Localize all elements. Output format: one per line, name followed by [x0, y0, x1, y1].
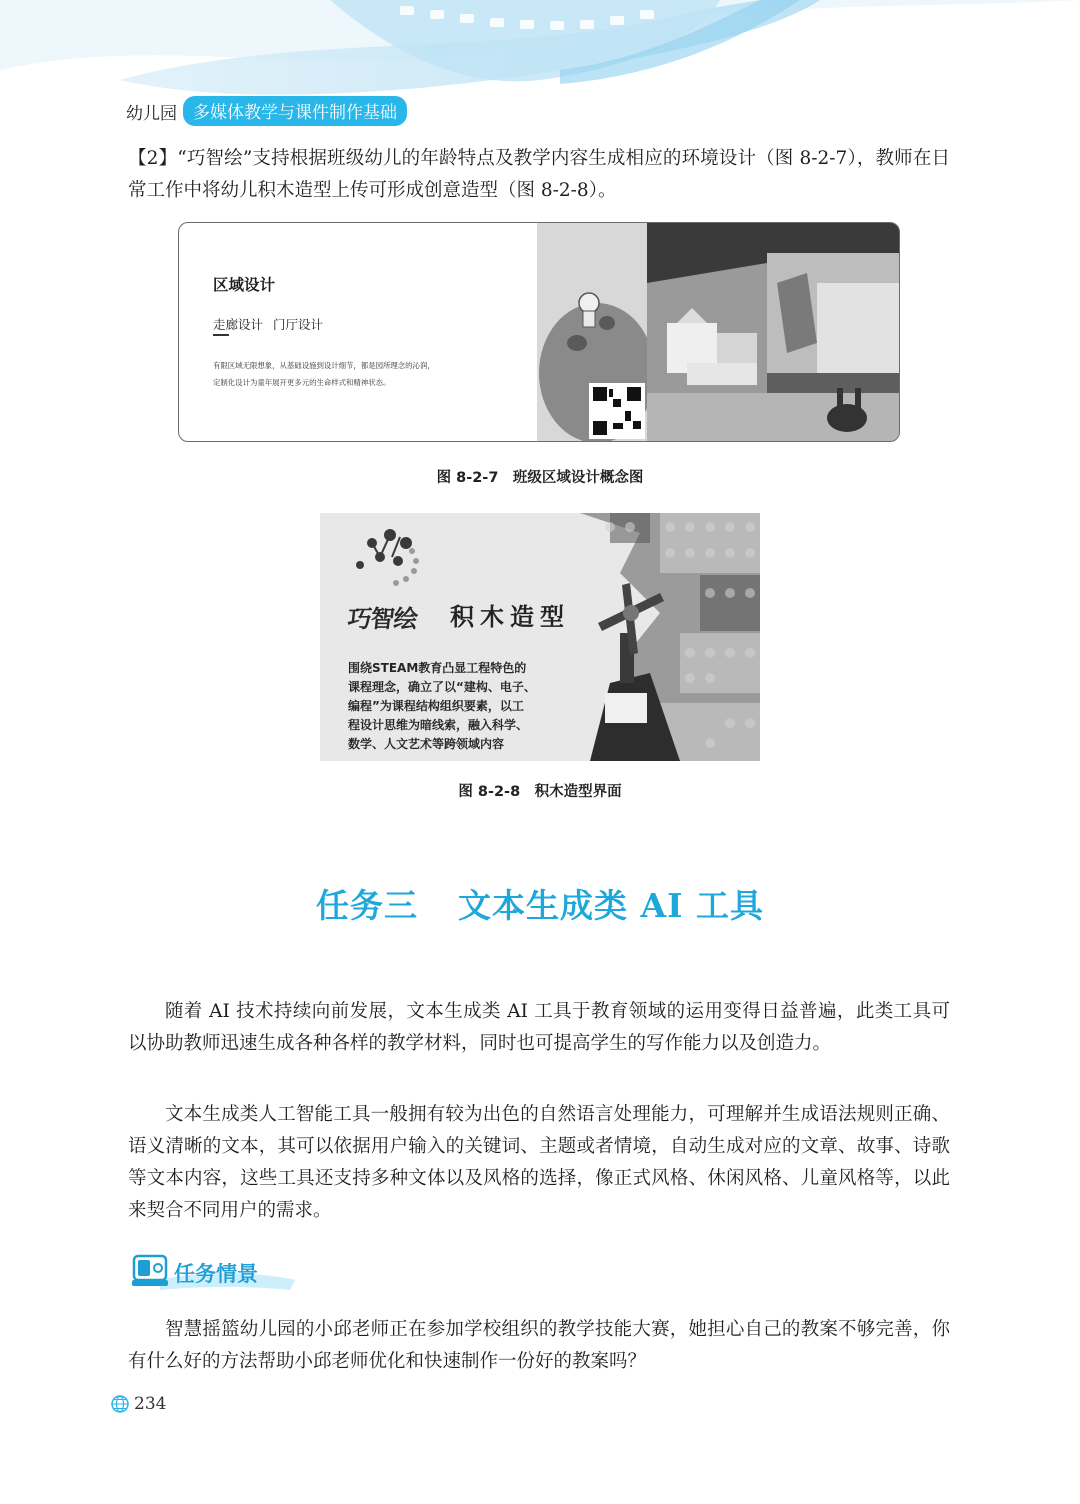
task-scenario-label: 任务情景 — [174, 1262, 258, 1286]
section-title: 文本生成类 AI 工具 — [457, 886, 765, 925]
figure-caption-8-2-7: 图 8-2-7 班级区域设计概念图 — [436, 470, 644, 486]
tab-underline — [213, 334, 229, 336]
figure-block-modeling — [320, 513, 760, 761]
tab-hall-design: 门厅设计 — [273, 317, 324, 332]
section-heading — [0, 880, 1080, 927]
book-title-badge: 多媒体教学与课件制作基础 — [183, 96, 407, 126]
globe-icon — [110, 1394, 130, 1414]
section-task-number: 任务三 — [315, 886, 418, 925]
figure-panel-title: 区域设计 — [213, 276, 276, 294]
description-line: 编程”为课程结构组织要素，以工 — [348, 699, 524, 713]
intro-paragraph: 【2】“巧智绘”支持根据班级幼儿的年龄特点及教学内容生成相应的环境设计（图 8-2-7），教师在日常工作中将幼儿积木造型上传可形成创意造型（图 8-2-8）。 — [128, 148, 950, 201]
tab-corridor-design: 走廊设计 — [213, 317, 264, 332]
body-paragraph: 随着 AI 技术持续向前发展，文本生成类 AI 工具于教育领域的运用变得日益普遍，此类工具可以协助教师迅速生成各种各样的教学材料，同时也可提高学生的写作能力以及创造力。 — [128, 1001, 950, 1054]
task-scenario-text: 智慧摇篮幼儿园的小邱老师正在参加学校组织的教学技能大赛，她担心自己的教案不够完善，你有什么好的方法帮助小邱老师优化和快速制作一份好的教案吗？ — [128, 1319, 950, 1372]
running-head — [126, 96, 407, 126]
page-number: 234 — [134, 1394, 167, 1414]
figure-caption-8-2-8: 图 8-2-8 积木造型界面 — [458, 784, 622, 800]
header-film-decoration — [0, 0, 1080, 110]
description-line: 围绕STEAM教育凸显工程特色的 — [348, 661, 527, 675]
figure-tab-row — [213, 315, 323, 333]
block-modeling-title: 积木造型 — [450, 603, 570, 631]
figure-description-line: 有限区域无限想象，从基础设施到设计细节，都是园所理念的沁润， — [213, 361, 435, 370]
task-scenario-heading — [130, 1250, 300, 1294]
body-paragraph: 文本生成类人工智能工具一般拥有较为出色的自然语言处理能力，可理解并生成语法规则正确、语义清晰的文本，其可以依据用户输入的关键词、主题或者情境，自动生成对应的文章、故事、诗歌等文本内容，这些工具还支持多种文体以及风格的选择，像正式风格、休闲风格、儿童风格等，以此来契合不同用户的需求。 — [128, 1104, 950, 1221]
figure-description — [213, 357, 513, 391]
page-footer — [110, 1394, 166, 1414]
figure-description-line: 定制化设计为童年展开更多元的生命样式和精神状态。 — [213, 378, 391, 387]
block-modeling-description — [348, 659, 596, 754]
description-line: 程设计思维为暗线索，融入科学、 — [348, 718, 529, 732]
book-part-label: 幼儿园 — [126, 103, 177, 124]
qiaozhihui-logo-text: 巧智绘 — [346, 605, 419, 633]
figure-area-design — [178, 222, 900, 442]
description-line: 数学、人文艺术等跨领域内容 — [348, 737, 505, 751]
kindergarten-interior-photo — [537, 223, 899, 441]
figure-area-design-text-panel — [179, 223, 537, 441]
description-line: 课程理念，确立了以“建构、电子、 — [348, 680, 536, 694]
